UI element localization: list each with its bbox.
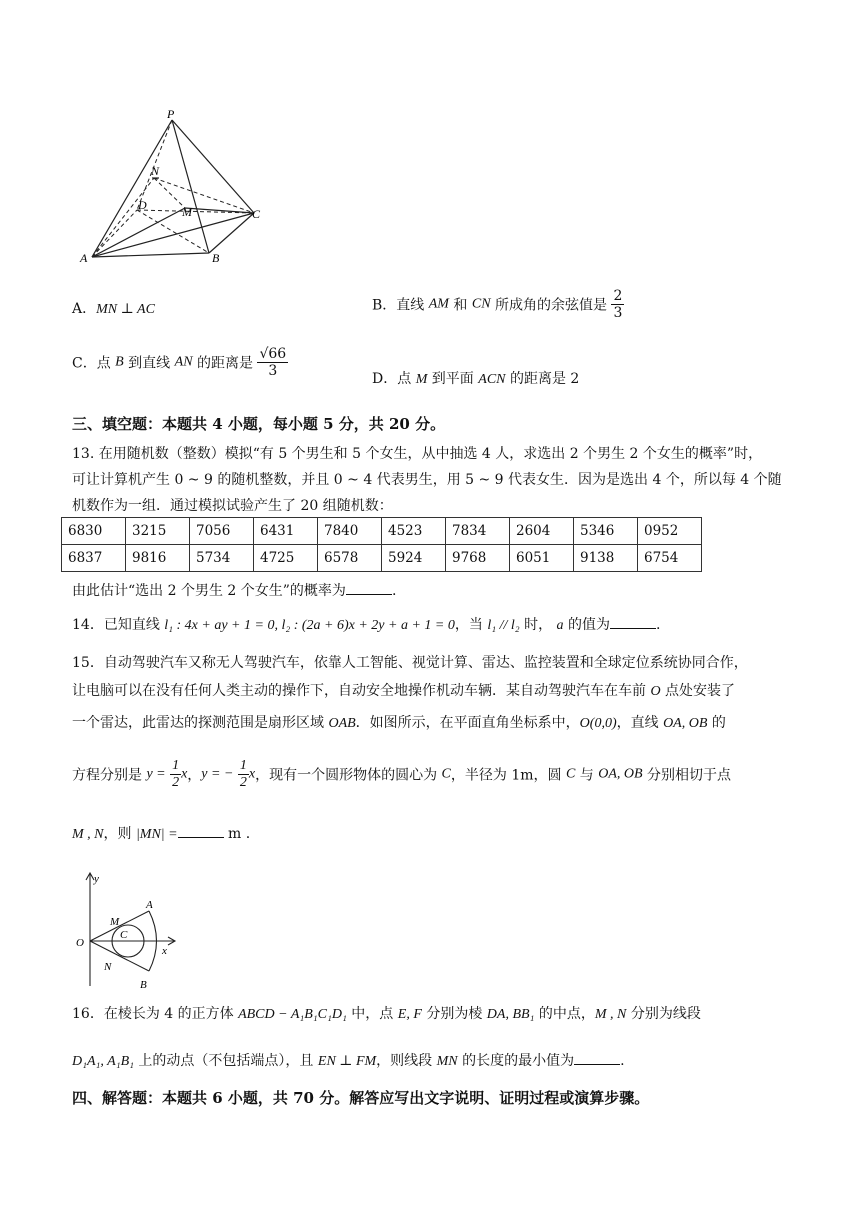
- q13-line1: 13. 在用随机数（整数）模拟“有 5 个男生和 5 个女生，从中抽选 4 人，求选出 2 个男生 2 个女生的概率”时，: [72, 446, 763, 462]
- table-cell: 6051: [510, 545, 574, 572]
- label-n: N: [104, 961, 112, 973]
- answer-blank: [346, 593, 392, 595]
- section3-heading: 三、填空题：本题共 4 小题，每小题 5 分，共 20 分。: [72, 415, 446, 433]
- label-d: D: [138, 198, 147, 212]
- table-cell: 6754: [638, 545, 702, 572]
- section4-heading: 四、解答题：本题共 6 小题，共 70 分。解答应写出文字说明、证明过程或演算步骤。: [72, 1089, 650, 1107]
- table-cell: 5924: [382, 545, 446, 572]
- q15-line4: 方程分别是 y = $\frac{1}{2}$ x，y = − $\frac{1}{2}$ x，现有一个圆形物体的圆心为 C，半径为 1m，圆 C 与 OA, OB 分别相切于点: [72, 758, 731, 791]
- option-d: D．点 M 到平面 ACN 的距离是 2: [372, 371, 580, 387]
- table-cell: 6431: [254, 518, 318, 545]
- table-cell: 0952: [638, 518, 702, 545]
- answer-blank: [610, 627, 656, 629]
- random-number-table: [61, 517, 702, 572]
- pyramid-figure: [72, 105, 272, 270]
- q13-line4: 由此估计“选出 2 个男生 2 个女生”的概率为 .: [72, 583, 397, 599]
- answer-blank: [574, 1063, 620, 1065]
- sector-figure: [72, 868, 182, 993]
- table-cell: 6578: [318, 545, 382, 572]
- label-m: M: [110, 916, 120, 928]
- q15-line2: 让电脑可以在没有任何人类主动的操作下，自动安全地操作机动车辆．某自动驾驶汽车在车前 O 点处安装了: [72, 683, 736, 699]
- label-b: B: [212, 251, 220, 265]
- table-cell: 2604: [510, 518, 574, 545]
- option-b: B．直线 AM 和 CN 所成角的余弦值是 $\frac{2}{3}$: [372, 288, 623, 322]
- table-cell: 7834: [446, 518, 510, 545]
- table-cell: 4725: [254, 545, 318, 572]
- label-x: x: [162, 945, 167, 957]
- table-cell: 7840: [318, 518, 382, 545]
- q15-line1: 15．自动驾驶汽车又称无人驾驶汽车，依靠人工智能、视觉计算、雷达、监控装置和全球定位系统协同合作，: [72, 655, 748, 671]
- option-a: A．MN ⊥ AC: [72, 301, 155, 317]
- q15-line3: 一个雷达，此雷达的探测范围是扇形区域 OAB．如图所示，在平面直角坐标系中，O(0,0)，直线 OA, OB 的: [72, 715, 726, 731]
- table-row: [62, 518, 702, 545]
- q14-text: 14．已知直线 l₁ : 4x + ay + 1 = 0, l₂ : (2a + 6)x + 2y + a + 1 = 0，当 l₁ // l₂ 时， a 的值为 .: [72, 617, 661, 633]
- table-cell: 9768: [446, 545, 510, 572]
- label-b: B: [140, 979, 147, 991]
- table-cell: 4523: [382, 518, 446, 545]
- table-cell: 6837: [62, 545, 126, 572]
- label-p: P: [167, 107, 175, 121]
- label-a: A: [146, 899, 153, 911]
- label-m: M: [182, 205, 192, 219]
- table-cell: 5346: [574, 518, 638, 545]
- table-cell: 7056: [190, 518, 254, 545]
- label-c: C: [252, 207, 261, 221]
- label-o: O: [76, 937, 84, 949]
- table-row: [62, 545, 702, 572]
- label-n: N: [151, 164, 160, 178]
- table-cell: 9816: [126, 545, 190, 572]
- label-a: A: [80, 251, 88, 265]
- table-cell: 5734: [190, 545, 254, 572]
- table-cell: 9138: [574, 545, 638, 572]
- table-cell: 3215: [126, 518, 190, 545]
- option-c: C．点 B 到直线 AN 的距离是 $\frac{√66}{3}$: [72, 346, 287, 380]
- label-y: y: [94, 873, 99, 885]
- table-cell: 6830: [62, 518, 126, 545]
- q15-line5: M , N，则 |MN| = m .: [72, 826, 251, 842]
- q16-line1: 16．在棱长为 4 的正方体 ABCD − A₁B₁C₁D₁ 中，点 E, F 分别为棱 DA, BB₁ 的中点，M , N 分别为线段: [72, 1006, 701, 1022]
- answer-blank: [178, 836, 224, 838]
- label-c: C: [120, 929, 128, 941]
- q13-line2: 可让计算机产生 0 ~ 9 的随机整数，并且 0 ~ 4 代表男生，用 5 ~ 9 代表女生．因为是选出 4 个，所以每 4 个随: [72, 472, 782, 488]
- q16-line2: D₁A₁, A₁B₁ 上的动点（不包括端点），且 EN ⊥ FM，则线段 MN 的长度的最小值为 .: [72, 1053, 625, 1069]
- q13-line3: 机数作为一组．通过模拟试验产生了 20 组随机数：: [72, 498, 393, 514]
